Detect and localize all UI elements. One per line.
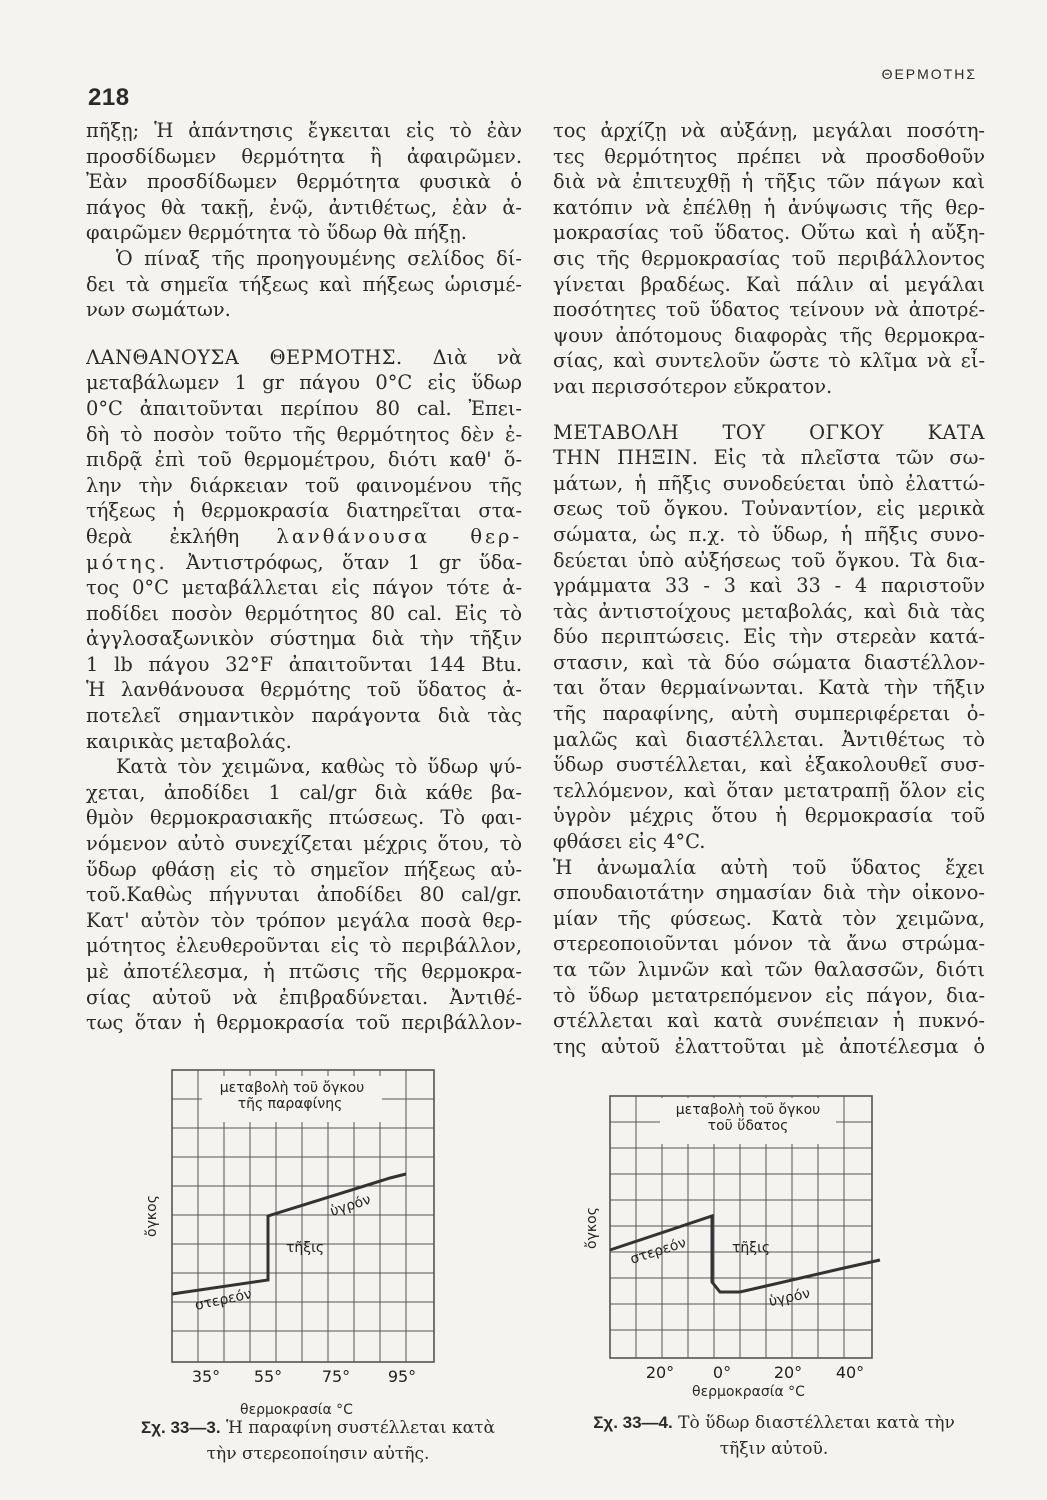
paraffin-x-tick: 35° xyxy=(191,1367,221,1386)
spaced-term: μότης. xyxy=(86,550,168,574)
text-line: διὰ νὰ ἐπιτευχθῇ ἡ τῆξις τῶν πάγων καὶ xyxy=(553,170,985,194)
text-line: ὑγρὸν μέχρις ὅτου ἡ θερμοκρασία τοῦ xyxy=(553,804,985,828)
text-line: πάγος θὰ τακῇ, ἐνῷ, ἀντιθέτως, ἐὰν ἀ- xyxy=(86,195,522,219)
paraffin-diagram xyxy=(140,1056,460,1396)
paraffin-x-tick: 95° xyxy=(387,1367,417,1386)
text-line: τῆς παραφίνης, αὐτὴ συμπεριφέρεται ὁ- xyxy=(553,702,985,726)
paraffin-title-line2: τῆς παραφίνης xyxy=(237,1096,343,1112)
text-line: 1 lb πάγου 32°F ἀπαιτοῦνται 144 Btu. xyxy=(86,652,522,676)
caption-line: τῆξιν αὐτοῦ. xyxy=(719,1439,829,1459)
text-line: προσδίδωμεν θερμότητα ἢ ἀφαιρῶμεν. xyxy=(86,144,522,168)
text-run: Διὰ νὰ xyxy=(432,345,522,369)
text-line xyxy=(86,524,522,550)
caption-water xyxy=(556,1410,992,1462)
text-line: μάτων, ἡ πῆξις συνοδεύεται ὑπὸ ἐλαττώ- xyxy=(553,471,985,495)
figure-paraffin xyxy=(140,1056,460,1396)
text-line: λην τὴν διάρκειαν τοῦ φαινομένου τῆς xyxy=(86,473,522,497)
section-heading: ΜΕΤΑΒΟΛΗ ΤΟΥ ΟΓΚΟΥ ΚΑΤΑ xyxy=(553,420,985,444)
water-title-line2: τοῦ ὕδατος xyxy=(707,1118,789,1134)
section-heading: ΤΗΝ ΠΗΞΙΝ. xyxy=(553,446,699,470)
caption-paraffin xyxy=(100,1415,536,1467)
caption-text: Τὸ ὕδωρ διαστέλλεται κατὰ τὴν xyxy=(678,1413,955,1433)
text-line: ται ὅταν θερμαίνωνται. Κατὰ τὴν τῆξιν xyxy=(553,676,985,700)
spaced-term: λανθάνουσα θερ- xyxy=(276,524,522,548)
text-line: κατόπιν νὰ ἐπέλθῃ ἡ ἀνύψωσις τῆς θερ- xyxy=(553,195,985,219)
text-line: ἀγγλοσαξωνικὸν σύστημα διὰ τὴν τῆξιν xyxy=(86,627,522,651)
text-line: σώματα, ὡς π.χ. τὸ ὕδωρ, ἡ πῆξις συνο- xyxy=(553,522,985,546)
text-line: χεται, ἀποδίδει 1 cal/gr διὰ κάθε βα- xyxy=(86,780,522,804)
text-line: καιρικὰς μεταβολάς. xyxy=(86,729,292,753)
text-line: τες θερμότητος πρέπει νὰ προσδοθοῦν xyxy=(553,144,985,168)
text-line: τὰς ἀντιστοίχους μεταβολάς, καὶ διὰ τὰς xyxy=(553,599,985,623)
running-head: ΘΕΡΜΟΤΗΣ xyxy=(881,66,977,82)
text-line: τοῦ.Καθὼς πήγνυται ἀποδίδει 80 cal/gr. xyxy=(86,883,522,907)
water-y-axis-label: ὄγκος xyxy=(584,1207,600,1249)
text-line: Ὁ πίναξ τῆς προηγουμένης σελίδος δί- xyxy=(116,246,522,270)
paraffin-volume-curve xyxy=(172,1174,406,1294)
text-line: Ἡ λανθάνουσα θερμότης τοῦ ὕδατος ἀ- xyxy=(86,678,522,702)
text-line: μὲ ἀποτέλεσμα, ἡ πτῶσις τῆς θερμοκρα- xyxy=(86,960,522,983)
water-melting-label: τῆξις xyxy=(732,1240,771,1256)
text-line: πιδρᾷ ἐπὶ τοῦ θερμομέτρου, διότι καθ' ὅ- xyxy=(86,448,522,472)
text-line: μαλῶς καὶ διαστέλλεται. Ἀντιθέτως τὸ xyxy=(553,727,985,751)
text-line: τος ἀρχίζῃ νὰ αὐξάνῃ, μεγάλαι ποσότη- xyxy=(553,119,985,142)
figure-water xyxy=(580,1080,900,1400)
text-line: δὴ τὸ ποσὸν τοῦτο τῆς θερμότητος δὲν ἐ- xyxy=(86,422,522,446)
text-line: φαιρῶμεν θερμότητα τὸ ὕδωρ θὰ πήξῃ. xyxy=(86,221,467,245)
text-line: ὕδωρ συστέλλεται, καὶ ἐξακολουθεῖ συσ- xyxy=(553,753,985,777)
text-line: τα τῶν λιμνῶν καὶ τῶν θαλασσῶν, διότι xyxy=(553,958,985,981)
text-line: θμὸν θερμοκρασιακῆς πτώσεως. Τὸ φαι- xyxy=(86,806,522,830)
text-line xyxy=(86,550,522,576)
text-line: ὕδωρ φθάσῃ εἰς τὸ σημεῖον πήξεως αὐ- xyxy=(86,857,522,881)
text-line: μοκρασίας τοῦ ὕδατος. Οὕτω καὶ ἡ αὔξη- xyxy=(553,221,985,245)
text-line: σεως τοῦ ὄγκου. Τοὐναντίον, εἰς μερικὰ xyxy=(553,497,985,521)
paraffin-y-axis-label: ὄγκος xyxy=(144,1195,160,1237)
water-x-tick: 0° xyxy=(712,1363,732,1382)
water-x-axis-label: θερμοκρασία °C xyxy=(692,1384,805,1400)
text-line: νων σωμάτων. xyxy=(86,298,231,322)
text-line: γράμματα 33 - 3 καὶ 33 - 4 παριστοῦν xyxy=(553,574,985,598)
right-column xyxy=(553,118,985,1059)
text-run: θερὰ ἐκλήθη xyxy=(86,524,240,548)
text-line: ποτελεῖ σημαντικὸν παράγοντα διὰ τὰς xyxy=(86,704,522,728)
text-line: φθάσει εἰς 4°C. xyxy=(553,830,706,854)
water-solid-label: στερεόν xyxy=(628,1234,689,1268)
text-line: σίας αὐτοῦ νὰ ἐπιβραδύνεται. Ἀντιθέ- xyxy=(86,985,522,1009)
caption-line: τὴν στερεοποίησιν αὐτῆς. xyxy=(206,1444,430,1464)
text-line: Κατ' αὐτὸν τὸν τρόπον μεγάλα ποσὰ θερ- xyxy=(86,908,522,932)
paraffin-x-axis-label: θερμοκρασία °C xyxy=(240,1402,353,1418)
text-line: μότητος ἐλευθεροῦνται εἰς τὸ περιβάλλον, xyxy=(86,934,522,958)
caption-line xyxy=(556,1410,992,1436)
text-line: ποδίδει ποσὸν θερμότητος 80 cal. Εἰς τὸ xyxy=(86,601,522,625)
paraffin-title-line1: μεταβολὴ τοῦ ὄγκου xyxy=(219,1080,365,1096)
text-line: δεύεται ὑπὸ αὐξήσεως τοῦ ὄγκου. Τὰ δια- xyxy=(553,548,985,572)
paraffin-liquid-label: ὑγρόν xyxy=(328,1191,373,1220)
caption-text: Ἡ παραφίνη συστέλλεται κατὰ xyxy=(225,1418,495,1438)
text-line: τὸ ὕδωρ μετατρεπόμενον εἰς πάγον, δια- xyxy=(553,983,985,1007)
text-line xyxy=(553,445,985,471)
paraffin-x-tick: 55° xyxy=(253,1367,283,1386)
text-line: νόμενον αὐτὸ συνεχίζεται μέχρις ὅτου, τὸ xyxy=(86,832,522,856)
text-line: τως ὅταν ἡ θερμοκρασία τοῦ περιβάλλον- xyxy=(86,1011,522,1035)
caption-line xyxy=(100,1415,536,1441)
text-line xyxy=(86,345,522,371)
text-line: δύο περιπτώσεις. Εἰς τὴν στερεὰν κατά- xyxy=(553,625,985,649)
text-line: τελλόμενον, καὶ ὅταν μετατραπῇ ὅλον εἰς xyxy=(553,778,985,802)
text-line: Κατὰ τὸν χειμῶνα, καθὼς τὸ ὕδωρ ψύ- xyxy=(116,755,522,779)
caption-id: Σχ. 33—3. xyxy=(141,1418,221,1437)
section-heading: ΛΑΝΘΑΝΟΥΣΑ ΘΕΡΜΟΤΗΣ. xyxy=(86,345,403,369)
text-line: 0°C ἀπαιτοῦνται περίπου 80 cal. Ἐπει- xyxy=(86,396,522,420)
water-title-line1: μεταβολὴ τοῦ ὄγκου xyxy=(675,1102,821,1118)
text-line: στερεοποιοῦνται μόνον τὰ ἄνω στρώμα- xyxy=(553,932,985,956)
text-line: δει τὰ σημεῖα τήξεως καὶ πήξεως ὡρισμέ- xyxy=(86,272,522,296)
water-x-tick: 20° xyxy=(645,1363,675,1382)
text-line: τος 0°C μεταβάλλεται εἰς πάγον τότε ἀ- xyxy=(86,576,522,600)
text-line: σις τῆς θερμοκρασίας τοῦ περιβάλλοντος xyxy=(553,246,985,270)
paraffin-x-tick: 75° xyxy=(321,1367,351,1386)
text-line: σίας, καὶ συντελοῦν ὥστε τὸ κλῖμα νὰ εἶ- xyxy=(553,349,985,373)
text-line: στέλλεται καὶ κατὰ συνέπειαν ἡ πυκνό- xyxy=(553,1009,985,1033)
water-x-tick: 20° xyxy=(773,1363,803,1382)
text-line: Ἡ ἀνωμαλία αὐτὴ τοῦ ὕδατος ἔχει xyxy=(553,855,985,879)
text-run: Ἀντιστρόφως, ὅταν 1 gr ὕδα- xyxy=(186,550,522,574)
water-x-tick: 40° xyxy=(835,1363,865,1382)
caption-id: Σχ. 33—4. xyxy=(593,1413,673,1432)
water-liquid-label: ὑγρόν xyxy=(767,1285,812,1310)
text-line: Ἐὰν προσδίδωμεν θερμότητα φυσικὰ ὁ xyxy=(86,170,522,194)
text-line: μεταβάλωμεν 1 gr πάγου 0°C εἰς ὕδωρ xyxy=(86,371,522,395)
text-line: ποσότητες τοῦ ὕδατος τείνουν νὰ ἀποτρέ- xyxy=(553,298,985,322)
left-column xyxy=(86,118,522,1036)
text-line: μίαν τῆς φύσεως. Κατὰ τὸν χειμῶνα, xyxy=(553,906,985,930)
text-line: της αὐτοῦ ἐλαττοῦται μὲ ἀποτέλεσμα ὁ xyxy=(553,1034,985,1058)
text-line: γίνεται βραδέως. Καὶ πάλιν αἱ μεγάλαι xyxy=(553,272,985,296)
water-diagram xyxy=(580,1080,900,1400)
text-line: σπουδαιοτάτην σημασίαν διὰ τὴν οἰκονο- xyxy=(553,881,985,905)
text-line: ναι περισσότερον εὔκρατον. xyxy=(553,374,833,398)
text-line: ψουν ἀπότομους διαφορὰς τῆς θερμοκρα- xyxy=(553,323,985,347)
paraffin-melting-label: τῆξις xyxy=(286,1240,325,1256)
text-run: Εἰς τὰ πλεῖστα τῶν σω- xyxy=(713,446,985,470)
paraffin-solid-label: στερεόν xyxy=(193,1286,254,1314)
text-line: πῆξῃ; Ἡ ἀπάντησις ἔγκειται εἰς τὸ ἐὰν xyxy=(86,119,522,142)
text-line: τήξεως ἡ θερμοκρασία διατηρεῖται στα- xyxy=(86,499,522,523)
text-line: στασιν, καὶ τὰ δύο σώματα διαστέλλον- xyxy=(553,650,985,674)
page-number: 218 xyxy=(88,84,130,111)
